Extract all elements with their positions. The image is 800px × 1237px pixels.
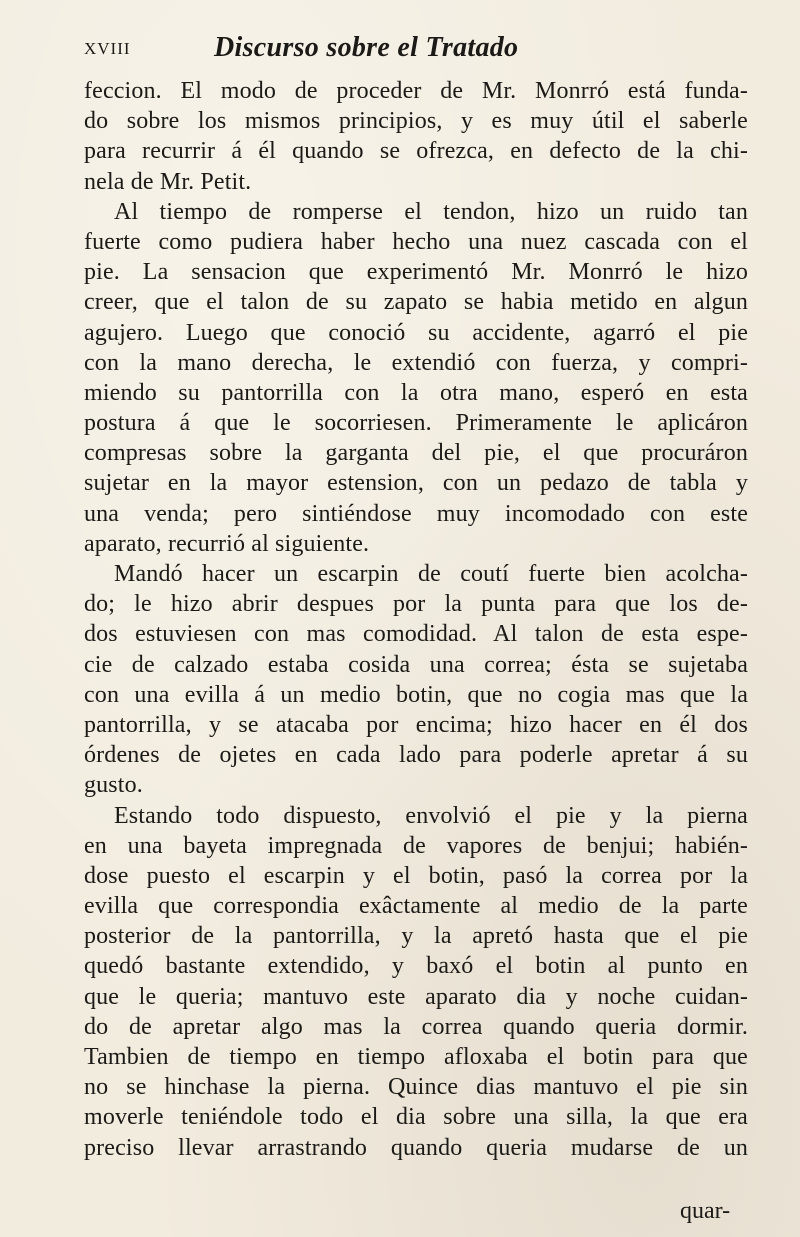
text-line: nela de Mr. Petit. bbox=[84, 168, 252, 195]
body-text bbox=[84, 76, 748, 1163]
text-line: pie. La sensacion que experimentó Mr. Monrró le hizo bbox=[84, 259, 748, 286]
running-title: Discurso sobre el Tratado bbox=[214, 32, 519, 63]
paragraph-start-line: Al tiempo de romperse el tendon, hizo un ruido tan bbox=[114, 198, 748, 225]
catchword: quar- bbox=[680, 1198, 731, 1224]
text-line: sujetar en la mayor estension, con un pedazo de tabla y bbox=[84, 470, 748, 497]
text-line: moverle teniéndole todo el dia sobre una silla, la que era bbox=[84, 1104, 748, 1131]
paragraph-start-line: Mandó hacer un escarpin de coutí fuerte bien acolcha- bbox=[114, 561, 748, 587]
text-line: quedó bastante extendido, y baxó el botin al punto en bbox=[84, 953, 748, 980]
text-line: una venda; pero sintiéndose muy incomodado con este bbox=[84, 500, 748, 527]
text-line: con la mano derecha, le extendió con fuerza, y compri- bbox=[84, 349, 748, 376]
text-line: do; le hizo abrir despues por la punta para que los de- bbox=[84, 591, 748, 618]
text-line: gusto. bbox=[84, 772, 143, 799]
text-line: para recurrir á él quando se ofrezca, en defecto de la chi- bbox=[84, 138, 748, 165]
text-line: no se hinchase la pierna. Quince dias mantuvo el pie sin bbox=[84, 1074, 748, 1101]
text-line: feccion. El modo de proceder de Mr. Monrró está funda- bbox=[84, 78, 748, 104]
text-line: dos estuviesen con mas comodidad. Al talon de esta espe- bbox=[84, 621, 748, 648]
text-line: do de apretar algo mas la correa quando queria dormir. bbox=[84, 1013, 748, 1040]
page-number: xviii bbox=[84, 34, 131, 60]
paragraph-start-line: Estando todo dispuesto, envolvió el pie y la pierna bbox=[114, 802, 748, 829]
text-line: pantorrilla, y se atacaba por encima; hizo hacer en él dos bbox=[84, 711, 748, 738]
text-line: dose puesto el escarpin y el botin, pasó la correa por la bbox=[84, 862, 748, 889]
text-line: evilla que correspondia exâctamente al medio de la parte bbox=[84, 893, 748, 920]
text-line: postura á que le socorriesen. Primeramente le aplicáron bbox=[84, 410, 748, 437]
text-line: que le queria; mantuvo este aparato dia y noche cuidan- bbox=[84, 983, 748, 1010]
text-line: Tambien de tiempo en tiempo afloxaba el botin para que bbox=[84, 1044, 748, 1070]
text-line: creer, que el talon de su zapato se habia metido en algun bbox=[84, 289, 748, 316]
text-line: do sobre los mismos principios, y es muy útil el saberle bbox=[84, 108, 748, 135]
text-line: preciso llevar arrastrando quando queria mudarse de un bbox=[84, 1134, 748, 1161]
text-line: compresas sobre la garganta del pie, el que procuráron bbox=[84, 440, 748, 467]
text-line: órdenes de ojetes en cada lado para poderle apretar á su bbox=[84, 742, 748, 769]
text-line: posterior de la pantorrilla, y la apretó hasta que el pie bbox=[84, 923, 748, 950]
text-line: miendo su pantorrilla con la otra mano, esperó en esta bbox=[84, 379, 748, 406]
text-line: en una bayeta impregnada de vapores de benjui; habién- bbox=[84, 832, 748, 859]
text-line: cie de calzado estaba cosida una correa; ésta se sujetaba bbox=[84, 651, 748, 678]
text-line: con una evilla á un medio botin, que no cogia mas que la bbox=[84, 681, 748, 708]
text-line: aparato, recurrió al siguiente. bbox=[84, 530, 370, 557]
text-line: agujero. Luego que conoció su accidente, agarró el pie bbox=[84, 319, 748, 346]
page-header bbox=[84, 34, 744, 74]
text-line: fuerte como pudiera haber hecho una nuez cascada con el bbox=[84, 228, 748, 255]
